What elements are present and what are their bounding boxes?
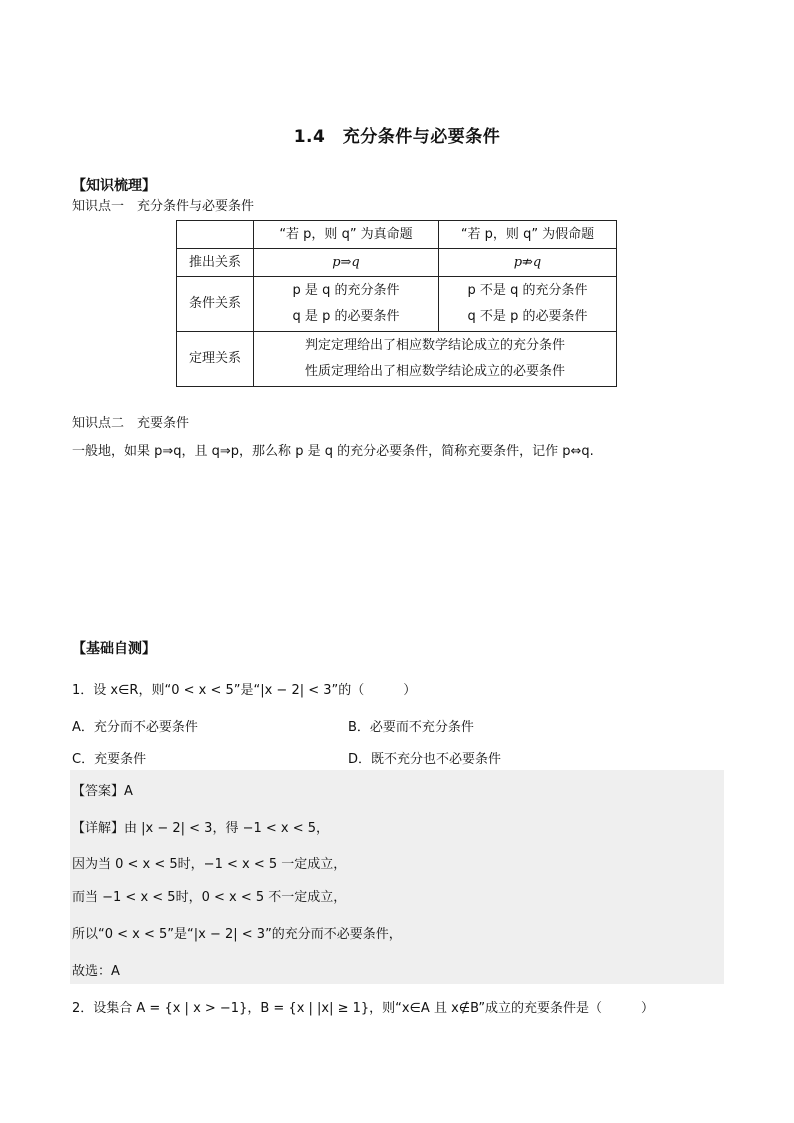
table-cell-line: q 是 p 的必要条件 (292, 309, 400, 324)
table-header-cell: “若 p，则 q” 为假命题 (439, 221, 617, 249)
question-1-detail-line: 因为当 0 < x < 5时，−1 < x < 5 一定成立， (72, 857, 347, 872)
table-cell (254, 332, 617, 387)
question-1-option-c: C．充要条件 (72, 752, 147, 767)
table-cell (439, 277, 617, 332)
table-row (177, 332, 617, 387)
knowledge-point-2-heading: 知识点二 充要条件 (72, 416, 190, 431)
table-row-label: 推出关系 (177, 249, 254, 277)
table-cell: p⇒q (254, 249, 439, 277)
question-1-detail-line: 所以“0 < x < 5”是“|x − 2| < 3”的充分而不必要条件， (72, 927, 402, 942)
question-1-option-b: B．必要而不充分条件 (348, 720, 474, 735)
table-cell (254, 277, 439, 332)
section-heading-knowledge: 【知识梳理】 (72, 178, 156, 194)
question-1-detail-line: 故选：A (72, 964, 120, 979)
table-cell-line: p 是 q 的充分条件 (292, 283, 400, 298)
question-1-option-a: A．充分而不必要条件 (72, 720, 198, 735)
question-1-stem: 1．设 x∈R，则“0 < x < 5”是“|x − 2| < 3”的（ ） (72, 683, 417, 698)
table-row-label: 条件关系 (177, 277, 254, 332)
question-2-stem: 2．设集合 A = {x | x > −1}，B = {x | |x| ≥ 1}，则“x∈A 且 x∉B”成立的充要条件是（ ） (72, 1001, 655, 1016)
page-title: 1.4 充分条件与必要条件 (293, 127, 501, 147)
table-row (177, 277, 617, 332)
question-1-option-d: D．既不充分也不必要条件 (348, 752, 502, 767)
answer-panel (70, 770, 724, 984)
table-header-cell (177, 221, 254, 249)
table-row-label: 定理关系 (177, 332, 254, 387)
table-cell-line: p 不是 q 的充分条件 (467, 283, 588, 298)
table-row (177, 249, 617, 277)
table-cell-line: q 不是 p 的必要条件 (467, 309, 588, 324)
table-header-row (177, 221, 617, 249)
question-1-detail-line: 【详解】由 |x − 2| < 3，得 −1 < x < 5， (72, 821, 330, 836)
condition-table (176, 220, 617, 387)
table-cell-line: 判定定理给出了相应数学结论成立的充分条件 (304, 338, 565, 353)
table-cell: p⇏q (439, 249, 617, 277)
question-1-detail-line: 而当 −1 < x < 5时，0 < x < 5 不一定成立， (72, 890, 347, 905)
knowledge-point-2-text: 一般地，如果 p⇒q，且 q⇒p，那么称 p 是 q 的充分必要条件，简称充要条件，记作 p⇔q. (72, 444, 594, 459)
knowledge-point-1-heading: 知识点一 充分条件与必要条件 (72, 199, 255, 214)
table-cell-line: 性质定理给出了相应数学结论成立的必要条件 (304, 364, 565, 379)
table-header-cell: “若 p，则 q” 为真命题 (254, 221, 439, 249)
question-1-answer: 【答案】A (72, 784, 133, 799)
section-heading-self-test: 【基础自测】 (72, 641, 156, 657)
